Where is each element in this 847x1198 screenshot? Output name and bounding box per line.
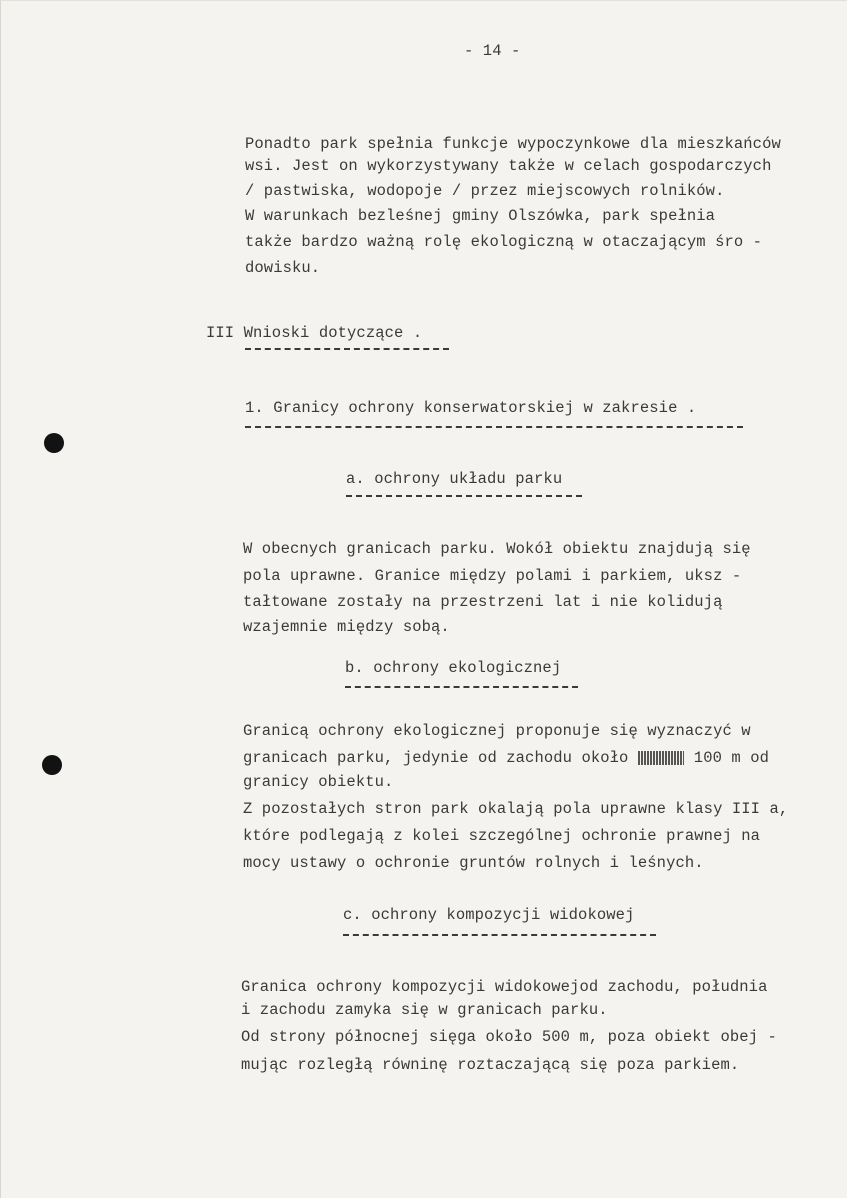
part-c-line: Od strony północnej sięga około 500 m, poza obiekt obej - <box>241 1028 777 1046</box>
intro-line: dowisku. <box>245 259 321 277</box>
part-a-heading: a. ochrony układu parku <box>346 470 563 488</box>
part-b-line: mocy ustawy o ochronie gruntów rolnych i leśnych. <box>243 854 704 872</box>
part-a-line: pola uprawne. Granice między polami i parkiem, uksz - <box>243 567 742 585</box>
part-b-line: które podlegają z kolei szczególnej ochronie prawnej na <box>243 827 761 845</box>
subsection-heading: 1. Granicy ochrony konserwatorskiej w zakresie . <box>245 399 697 417</box>
part-c-line: mując rozległą równinę roztaczającą się poza parkiem. <box>241 1056 740 1074</box>
intro-line: / pastwiska, wodopoje / przez miejscowych rolników. <box>245 182 725 200</box>
section-heading: III Wnioski dotyczące . <box>206 324 423 342</box>
part-a-heading-underline <box>346 495 582 497</box>
part-a-line: tałtowane zostały na przestrzeni lat i nie kolidują <box>243 593 723 611</box>
part-c-line: i zachodu zamyka się w granicach parku. <box>241 1001 608 1019</box>
part-c-line: Granica ochrony kompozycji widokowejod zachodu, południa <box>241 978 768 996</box>
part-b-line: Z pozostałych stron park okalają pola uprawne klasy III a, <box>243 800 789 818</box>
subsection-heading-underline <box>245 426 743 428</box>
intro-line: wsi. Jest on wykorzystywany także w celach gospodarczych <box>245 157 772 175</box>
part-b-heading-underline <box>345 686 578 688</box>
part-b-line-text: granicach parku, jedynie od zachodu około <box>243 749 629 767</box>
section-heading-underline <box>245 348 449 350</box>
part-c-heading-underline <box>343 934 656 936</box>
punch-hole-bottom <box>42 755 62 775</box>
part-b-line-with-strikeout <box>243 749 769 767</box>
part-b-line-tail: 100 m od <box>684 749 770 767</box>
part-c-heading: c. ochrony kompozycji widokowej <box>343 906 635 924</box>
struck-out-text <box>638 749 685 767</box>
page-number: - 14 - <box>464 42 521 60</box>
intro-line: Ponadto park spełnia funkcje wypoczynkowe dla mieszkańców <box>245 135 781 153</box>
part-b-heading: b. ochrony ekologicznej <box>345 659 562 677</box>
part-b-line: granicy obiektu. <box>243 773 394 791</box>
intro-line: W warunkach bezleśnej gminy Olszówka, park spełnia <box>245 207 716 225</box>
punch-hole-top <box>44 433 64 453</box>
part-a-line: wzajemnie między sobą. <box>243 618 450 636</box>
part-b-line: Granicą ochrony ekologicznej proponuje się wyznaczyć w <box>243 722 751 740</box>
part-a-line: W obecnych granicach parku. Wokół obiektu znajdują się <box>243 540 751 558</box>
intro-line: także bardzo ważną rolę ekologiczną w otaczającym śro - <box>245 233 763 251</box>
